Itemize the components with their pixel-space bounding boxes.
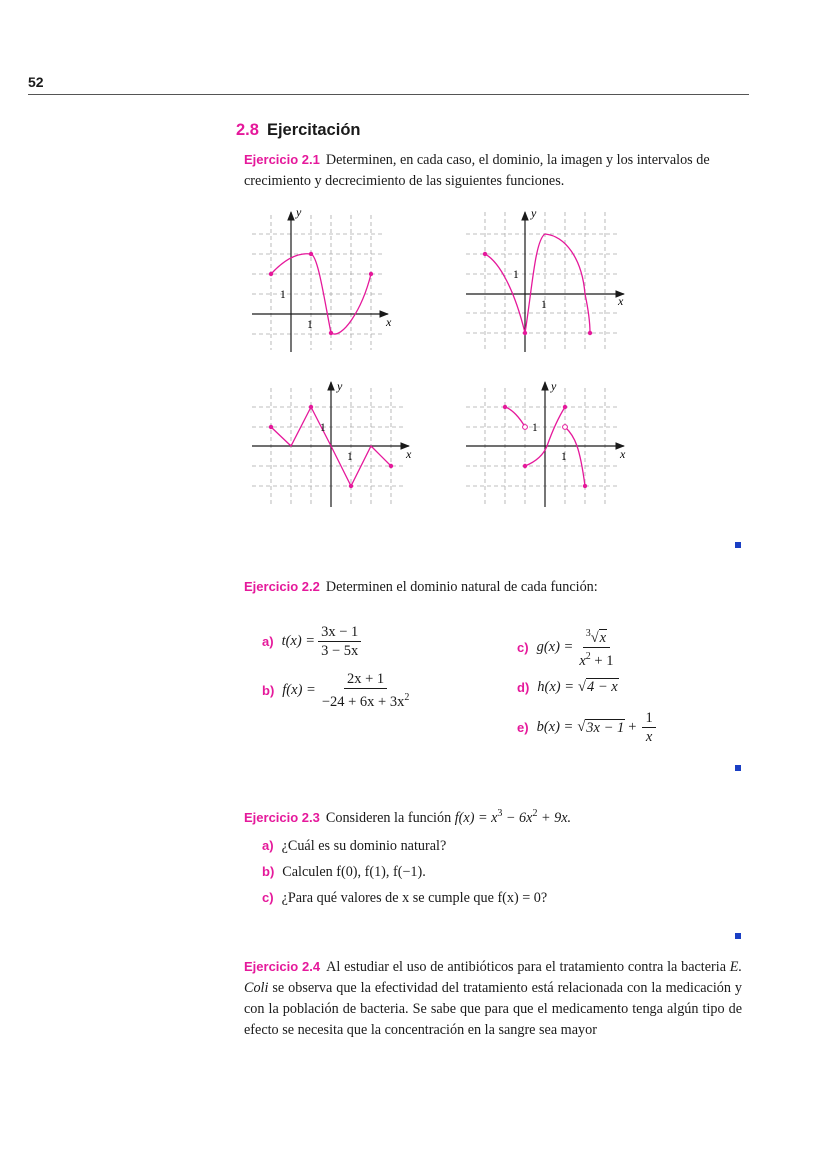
denominator-text: −24 + 6x + 3x [321,694,405,710]
function-definition: f(x) = x [454,810,498,826]
numerator: 2x + 1 [344,671,387,689]
exercise-text: Determinen, en cada caso, el dominio, la imagen y los intervalos de crecimiento y decrecimiento de las siguientes funciones. [244,152,710,189]
exercise-text: Al estudiar el uso de antibióticos para el tratamiento contra la bacteria [326,959,727,975]
denominator-text: x [579,653,586,669]
fraction [642,710,655,745]
curve [485,234,590,333]
item-label: c) [517,640,529,655]
fraction [319,671,413,710]
numerator: 3x − 1 [318,624,361,642]
function-lhs: b(x) = [536,719,574,735]
y-axis-label: y [296,205,302,219]
item-label: d) [517,679,530,695]
item-label: b) [262,864,275,879]
function-h: d) h(x) = √ 4 − x [517,678,618,695]
exercise-label: Ejercicio 2.3 [244,810,320,825]
item-text: Calculen f(0), f(1), f(−1). [282,864,426,880]
item-label: a) [262,838,274,853]
tick-label-y: 1 [320,422,326,434]
tick-label-x: 1 [307,319,313,331]
x-axis-label: x [386,315,392,329]
x-axis-label: x [620,447,626,461]
function-lhs: g(x) = [536,639,574,655]
tick-label-y: 1 [513,269,519,281]
tick-label-y: 1 [532,422,538,434]
list-item [262,838,446,855]
exercise-label: Ejercicio 2.4 [244,959,321,974]
x-axis-label: x [618,294,624,308]
denominator [576,648,616,669]
section-number: 2.8 [236,121,259,139]
item-label: b) [262,683,275,698]
item-label: c) [262,890,274,905]
x-axis-label: x [406,447,412,461]
function-term: + 9x. [537,810,572,826]
denominator: x [645,729,653,745]
item-text: ¿Para qué valores de x se cumple que f(x) = 0? [281,890,548,906]
section-title: Ejercitación [266,121,361,139]
graph-2 [466,206,624,352]
numerator: 1 [642,710,655,728]
denominator-tail: + 1 [590,653,614,669]
function-b: e) b(x) = √ 3x − 1 + $\frac{1}{x}$ [517,710,659,745]
plus-sign: + [628,719,637,735]
function-lhs: h(x) = [537,678,575,695]
exercise-label: Ejercicio 2.2 [244,579,320,594]
end-of-exercise-marker [735,542,741,548]
root-index: 3 [585,628,591,639]
radicand: 4 − x [587,679,618,695]
tick-label-x: 1 [347,451,353,463]
function-g [517,626,619,669]
tick-label-x: 1 [561,451,567,463]
function-t [262,624,364,659]
numerator: $^3$√x [583,626,610,648]
item-text: ¿Cuál es su dominio natural? [281,838,447,854]
item-label: e) [517,720,529,735]
denominator: 3 − 5x [321,643,359,659]
curve [271,254,371,334]
function-lhs: f(x) = [282,682,316,698]
fraction [576,626,616,669]
exercise-label: Ejercicio 2.1 [244,152,320,167]
graph-1 [252,205,392,352]
list-item [262,864,426,881]
page-number: 52 [28,74,44,90]
exponent: 3 [497,808,503,819]
exponent: 2 [585,651,591,662]
function-term: − 6x [502,810,533,826]
bacteria-name: E. Coli [244,959,742,996]
graph-3 [252,379,412,507]
y-axis-label: y [337,379,343,393]
radicand: x [599,630,607,646]
item-label: a) [262,634,274,649]
end-of-exercise-marker [735,765,741,771]
graph-4 [466,379,626,507]
exercise-text: Determinen el dominio natural de cada función: [325,579,598,595]
fraction [318,624,361,659]
exercise-2-2-statement [244,576,742,598]
function-lhs: t(x) = [281,633,316,649]
function-f [262,671,415,710]
exercise-2-4-statement [244,956,742,1041]
exercise-2-3-statement [244,803,742,829]
radicand: 3x − 1 [586,719,625,736]
exercise-text-continued: se observa que la efectividad del tratamiento está relacionada con la medicación y con la población de bacteria. Se sabe que para que el medicamento tenga algún tipo de efecto se necesita que la concentración en la sangre sea mayor [244,980,743,1038]
exponent: 2 [404,692,410,703]
end-of-exercise-marker [735,933,741,939]
list-item [262,890,547,907]
denominator [319,689,413,710]
tick-label-y: 1 [280,289,286,301]
exercise-text: Consideren la función [325,810,452,826]
exponent: 2 [532,808,538,819]
y-axis-label: y [531,206,537,220]
y-axis-label: y [551,379,557,393]
tick-label-x: 1 [541,299,547,311]
